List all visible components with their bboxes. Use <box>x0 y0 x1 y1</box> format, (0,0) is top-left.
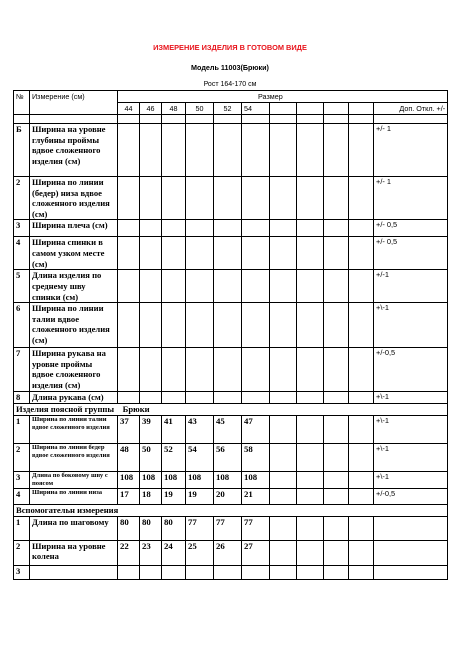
size-value <box>140 565 162 579</box>
size-value: 54 <box>186 443 214 471</box>
table-row <box>14 303 448 348</box>
height-range: Рост 164-170 см <box>203 81 257 88</box>
measurement-table <box>13 90 448 580</box>
table-row <box>14 237 448 270</box>
size-value: 108 <box>242 471 270 488</box>
table-row <box>14 540 448 565</box>
size-value <box>214 237 242 270</box>
size-value: 77 <box>214 516 242 540</box>
size-value <box>118 237 140 270</box>
size-value: 20 <box>214 488 242 504</box>
row-tolerance <box>374 565 448 579</box>
size-value <box>186 565 214 579</box>
table-row <box>14 124 448 177</box>
row-number: 3 <box>14 565 30 579</box>
size-value <box>242 565 270 579</box>
size-value <box>242 220 270 237</box>
row-number: 4 <box>14 488 30 504</box>
table-row <box>14 270 448 303</box>
size-value <box>118 220 140 237</box>
row-number: Б <box>14 124 30 177</box>
row-label: Ширина по линии талии вдвое сложенного изделия <box>30 415 118 443</box>
size-52: 52 <box>214 103 242 115</box>
table-row <box>14 516 448 540</box>
size-value <box>214 270 242 303</box>
header-size: Размер <box>118 91 448 103</box>
size-54: 54 <box>242 103 270 115</box>
row-number: 4 <box>14 237 30 270</box>
row-number: 1 <box>14 415 30 443</box>
size-value <box>214 348 242 392</box>
size-value <box>242 348 270 392</box>
size-value <box>214 124 242 177</box>
size-value <box>186 237 214 270</box>
row-tolerance: +/- 1 <box>374 124 448 177</box>
size-value <box>242 392 270 404</box>
row-tolerance: +/-0,5 <box>374 488 448 504</box>
row-number: 3 <box>14 220 30 237</box>
size-value <box>162 270 186 303</box>
size-value: 37 <box>118 415 140 443</box>
size-value <box>214 177 242 220</box>
size-value <box>242 237 270 270</box>
row-number: 3 <box>14 471 30 488</box>
size-value <box>186 392 214 404</box>
table-row <box>14 177 448 220</box>
row-label: Ширина рукава на уровне проймы вдвое сложенного изделия (см) <box>30 348 118 392</box>
size-value <box>214 220 242 237</box>
table-row <box>14 443 448 471</box>
row-tolerance: +/- 1 <box>374 177 448 220</box>
size-value <box>140 237 162 270</box>
size-value: 50 <box>140 443 162 471</box>
size-value <box>214 392 242 404</box>
header-no: № <box>14 91 30 115</box>
row-tolerance: +/- 0,5 <box>374 220 448 237</box>
row-label: Ширина спинки в самом узком месте (см) <box>30 237 118 270</box>
size-50: 50 <box>186 103 214 115</box>
row-tolerance: +\-1 <box>374 443 448 471</box>
row-number: 2 <box>14 177 30 220</box>
size-value: 108 <box>214 471 242 488</box>
size-value <box>186 270 214 303</box>
row-label: Длина изделия по среднему шву спинки (см) <box>30 270 118 303</box>
table-row <box>14 565 448 579</box>
size-value: 108 <box>118 471 140 488</box>
row-label: Длина по шаговому <box>30 516 118 540</box>
size-value: 19 <box>186 488 214 504</box>
size-value: 41 <box>162 415 186 443</box>
size-value <box>162 237 186 270</box>
row-number: 2 <box>14 443 30 471</box>
size-value: 17 <box>118 488 140 504</box>
size-value <box>242 177 270 220</box>
table-row <box>14 220 448 237</box>
size-value <box>162 220 186 237</box>
size-value <box>162 348 186 392</box>
size-value: 80 <box>118 516 140 540</box>
row-tolerance: +\-1 <box>374 392 448 404</box>
size-value <box>140 124 162 177</box>
row-number: 2 <box>14 540 30 565</box>
size-value: 24 <box>162 540 186 565</box>
size-value: 108 <box>140 471 162 488</box>
size-value: 52 <box>162 443 186 471</box>
size-value <box>162 177 186 220</box>
row-label: Ширина по линии талии вдвое сложенного изделия (см) <box>30 303 118 348</box>
row-tolerance: +\-1 <box>374 471 448 488</box>
table-row <box>14 488 448 504</box>
size-value <box>186 303 214 348</box>
size-value <box>118 177 140 220</box>
row-number: 6 <box>14 303 30 348</box>
size-value: 39 <box>140 415 162 443</box>
size-value <box>214 565 242 579</box>
header-measurement: Измерение (см) <box>30 91 118 115</box>
section-aux-measurements <box>14 504 448 516</box>
row-tolerance: +/-1 <box>374 270 448 303</box>
size-value <box>162 124 186 177</box>
row-tolerance <box>374 540 448 565</box>
size-value <box>118 348 140 392</box>
size-value: 56 <box>214 443 242 471</box>
size-value: 77 <box>186 516 214 540</box>
size-value <box>140 303 162 348</box>
table-row <box>14 392 448 404</box>
row-tolerance: +/- 0,5 <box>374 237 448 270</box>
size-value: 45 <box>214 415 242 443</box>
row-label: Длина рукава (см) <box>30 392 118 404</box>
size-value: 26 <box>214 540 242 565</box>
size-44: 44 <box>118 103 140 115</box>
size-value <box>140 392 162 404</box>
size-value: 77 <box>242 516 270 540</box>
size-value <box>186 220 214 237</box>
row-tolerance: +\-1 <box>374 415 448 443</box>
size-value <box>242 124 270 177</box>
size-value <box>118 270 140 303</box>
size-value <box>162 303 186 348</box>
table-row <box>14 415 448 443</box>
size-value <box>162 565 186 579</box>
size-value: 23 <box>140 540 162 565</box>
model-name: Модель 11003(Брюки) <box>191 63 269 72</box>
size-value: 108 <box>162 471 186 488</box>
document-title: ИЗМЕРЕНИЕ ИЗДЕЛИЯ В ГОТОВОМ ВИДЕ <box>153 43 307 52</box>
size-value: 80 <box>162 516 186 540</box>
size-value <box>186 124 214 177</box>
row-number: 8 <box>14 392 30 404</box>
size-value: 47 <box>242 415 270 443</box>
row-tolerance: +/-0,5 <box>374 348 448 392</box>
size-value <box>186 348 214 392</box>
row-number: 1 <box>14 516 30 540</box>
row-label <box>30 565 118 579</box>
table-row <box>14 471 448 488</box>
size-value: 22 <box>118 540 140 565</box>
size-value <box>140 220 162 237</box>
size-value <box>118 392 140 404</box>
size-value: 25 <box>186 540 214 565</box>
row-tolerance <box>374 516 448 540</box>
size-value: 108 <box>186 471 214 488</box>
size-value <box>242 303 270 348</box>
size-value <box>214 303 242 348</box>
header-tolerance: Доп. Откл. +/- <box>374 103 448 115</box>
section-waist-group-label: Изделия поясной группы Брюки <box>14 403 448 415</box>
size-value: 80 <box>140 516 162 540</box>
section-waist-group <box>14 403 448 415</box>
row-label: Ширина по линии бедер вдвое сложенного изделия <box>30 443 118 471</box>
row-label: Ширина на уровне глубины проймы вдвое сложенного изделия (см) <box>30 124 118 177</box>
size-value <box>118 565 140 579</box>
size-value <box>162 392 186 404</box>
table-row <box>14 348 448 392</box>
size-value: 58 <box>242 443 270 471</box>
size-value: 48 <box>118 443 140 471</box>
size-value <box>140 270 162 303</box>
row-label: Ширина плеча (см) <box>30 220 118 237</box>
row-label: Ширина по линии низа <box>30 488 118 504</box>
size-value <box>118 124 140 177</box>
row-label: Ширина на уровне колена <box>30 540 118 565</box>
size-value <box>186 177 214 220</box>
size-46: 46 <box>140 103 162 115</box>
size-48: 48 <box>162 103 186 115</box>
row-number: 7 <box>14 348 30 392</box>
size-value <box>242 270 270 303</box>
row-label: Ширина по линии (бедер) низа вдвое сложенного изделия (см) <box>30 177 118 220</box>
size-value: 18 <box>140 488 162 504</box>
size-value: 21 <box>242 488 270 504</box>
size-value <box>140 177 162 220</box>
size-value: 27 <box>242 540 270 565</box>
row-label: Длина по боковому шву с поясом <box>30 471 118 488</box>
size-value <box>140 348 162 392</box>
size-value: 43 <box>186 415 214 443</box>
row-tolerance: +\-1 <box>374 303 448 348</box>
row-number: 5 <box>14 270 30 303</box>
size-value: 19 <box>162 488 186 504</box>
section-aux-measurements-label: Вспомогательн измерения <box>14 504 448 516</box>
size-value <box>118 303 140 348</box>
